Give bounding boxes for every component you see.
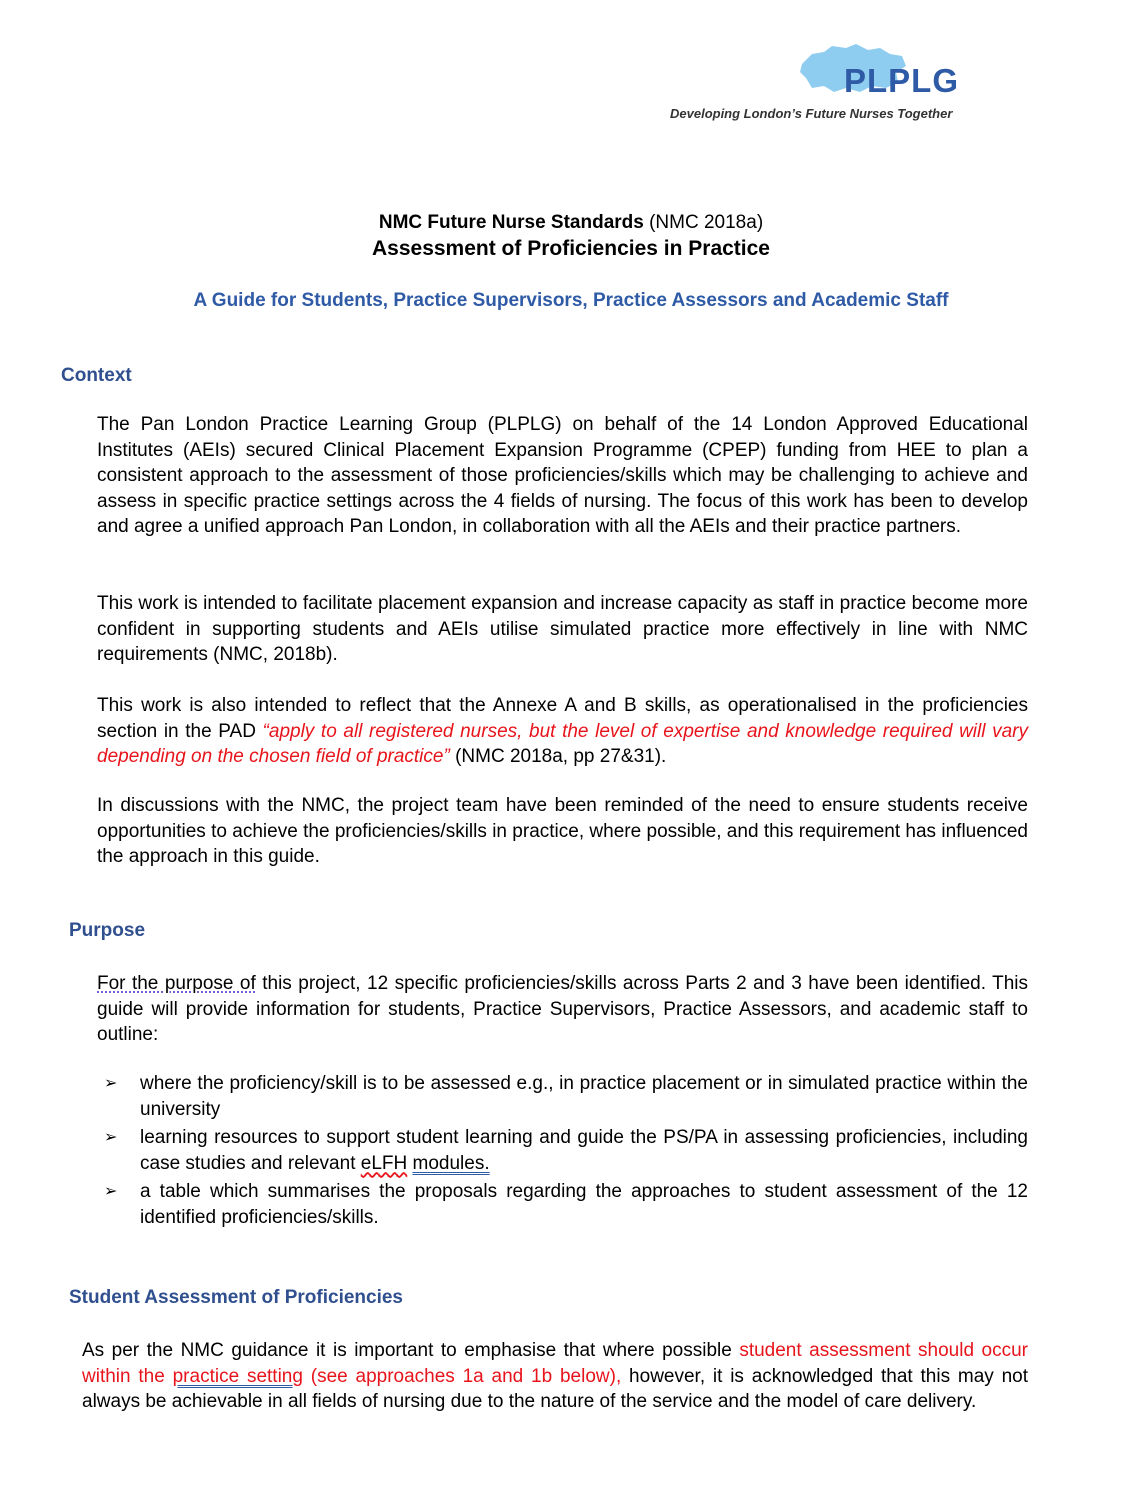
assessment-p1-start: As per the NMC guidance it is important to emphasise that where possible	[82, 1340, 740, 1361]
context-paragraph-1: The Pan London Practice Learning Group (PLPLG) on behalf of the 14 London Approved Educational Institutes (AEIs) secured Clinical Placement Expansion Programme (CPEP) funding from HEE to plan a consistent approach to the assessment of those proficiencies/skills which may be challenging to achieve and assess in specific practice settings across the 4 fields of nursing. The focus of this work has been to develop and agree a unified approach Pan London, in collaboration with all the AEIs and their practice partners.	[97, 414, 1028, 537]
title-standards: NMC Future Nurse Standards	[378, 212, 644, 233]
purpose-heading: Purpose	[69, 920, 146, 941]
purpose-intro-rest: this project, 12 specific proficiencies/skills across Parts 2 and 3 have been identified. This guide will provide information for students, Practice Supervisors, Practice Assessors, and academic staff to outline:	[97, 973, 1028, 1045]
assessment-red-text-2: (see approaches 1a and 1b below),	[302, 1365, 622, 1387]
document-title-line2: Assessment of Proficiencies in Practice	[371, 237, 770, 260]
purpose-intro-underlined: For the purpose of	[97, 973, 256, 994]
list-item	[104, 1179, 1028, 1230]
assessment-red-text-1: student assessment should occur within the	[82, 1340, 1028, 1387]
elfh-term: eLFH	[360, 1152, 408, 1174]
assessment-p1-end: however, it is acknowledged that this may not always be achievable in all fields of nursing due to the nature of the service and the model of care delivery.	[82, 1365, 1029, 1412]
bullet-text: learning resources to support student learning and guide the PS/PA in assessing proficiencies, including case studies and relevant	[140, 1127, 1028, 1174]
assessment-paragraph	[82, 1338, 1028, 1415]
nmc-quote: “apply to all registered nurses, but the level of expertise and knowledge required will vary depending on the chosen field of practice”	[97, 720, 1028, 767]
bullet-text: a table which summarises the proposals regarding the approaches to student assessment of the 12 identified proficiencies/skills.	[140, 1181, 1028, 1228]
context-paragraph-3	[97, 693, 1028, 770]
title-citation: (NMC 2018a)	[643, 212, 764, 233]
plplg-logo	[668, 38, 1008, 128]
purpose-intro	[97, 971, 1028, 1048]
context-paragraph-4: In discussions with the NMC, the project team have been reminded of the need to ensure students receive opportunities to achieve the proficiencies/skills in practice, where possible, and this requirement has influenced the approach in this guide.	[97, 795, 1028, 867]
logo-text: PLPLG	[844, 62, 960, 99]
context-paragraph-2: This work is intended to facilitate placement expansion and increase capacity as staff in practice become more confident in supporting students and AEIs utilise simulated practice more effectively in line with NMC requirements (NMC, 2018b).	[97, 593, 1028, 665]
list-item	[104, 1071, 1028, 1122]
purpose-bullet-list	[104, 1071, 1028, 1233]
arrow-bullet-icon: ➢	[104, 1075, 118, 1092]
practice-setting-text: practice setting	[172, 1365, 303, 1387]
assessment-heading: Student Assessment of Proficiencies	[69, 1287, 404, 1308]
arrow-bullet-icon: ➢	[104, 1183, 118, 1200]
context-p3-end: (NMC 2018a, pp 27&31).	[449, 746, 667, 767]
context-p3-start: This work is also intended to reflect that the Annexe A and B skills, as operationalised in the proficiencies section in the PAD	[97, 695, 1028, 742]
document-title-line1	[0, 212, 1142, 234]
bullet-text: where the proficiency/skill is to be assessed e.g., in practice placement or in simulated practice within the university	[140, 1073, 1028, 1120]
document-subtitle: A Guide for Students, Practice Supervisors, Practice Assessors and Academic Staff	[193, 290, 949, 311]
list-item	[104, 1125, 1028, 1176]
logo-tagline: Developing London’s Future Nurses Together	[670, 106, 953, 121]
context-heading: Context	[61, 365, 132, 386]
modules-link-text: modules.	[412, 1152, 490, 1174]
arrow-bullet-icon: ➢	[104, 1129, 118, 1146]
